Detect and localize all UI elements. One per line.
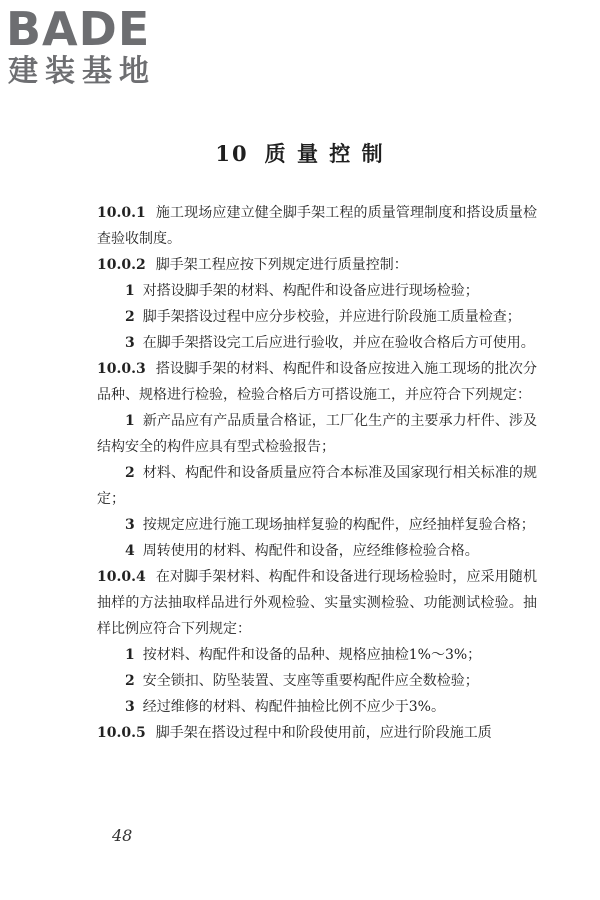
clause-number: 10.0.5 <box>97 725 146 741</box>
list-item <box>97 512 537 538</box>
item-text: 在脚手架搭设完工后应进行验收，并应在验收合格后方可使用。 <box>142 335 535 351</box>
list-item <box>97 330 537 356</box>
item-text: 经过维修的材料、构配件抽检比例不应少于3%。 <box>142 699 445 715</box>
brand-logo <box>6 4 178 96</box>
clause-number: 10.0.1 <box>97 205 146 221</box>
clause-text: 在对脚手架材料、构配件和设备进行现场检验时，应采用随机抽样的方法抽取样品进行外观检验、实量实测检验、功能测试检验。抽样比例应符合下列规定： <box>97 569 537 637</box>
item-text: 安全锁扣、防坠装置、支座等重要构配件应全数检验； <box>142 673 479 689</box>
clause-10-0-2 <box>97 252 537 278</box>
item-text: 周转使用的材料、构配件和设备，应经维修检验合格。 <box>142 543 479 559</box>
list-item <box>97 668 537 694</box>
item-number: 1 <box>125 647 135 663</box>
item-number: 4 <box>125 543 135 559</box>
clause-number: 10.0.3 <box>97 361 146 377</box>
list-item <box>97 642 537 668</box>
item-number: 1 <box>125 413 135 429</box>
item-number: 2 <box>125 673 135 689</box>
list-item <box>97 538 537 564</box>
logo-subtitle: 建装基地 <box>8 54 156 89</box>
clause-number: 10.0.4 <box>97 569 146 585</box>
list-item <box>97 278 537 304</box>
item-number: 1 <box>125 283 135 299</box>
list-item <box>97 694 537 720</box>
logo-wordmark: BADE <box>6 2 151 56</box>
clause-text: 脚手架工程应按下列规定进行质量控制： <box>155 257 408 273</box>
item-number: 2 <box>125 309 135 325</box>
item-number: 3 <box>125 517 135 533</box>
item-number: 3 <box>125 335 135 351</box>
item-text: 按规定应进行施工现场抽样复验的构配件，应经抽样复验合格； <box>142 517 535 533</box>
clause-text: 搭设脚手架的材料、构配件和设备应按进入施工现场的批次分品种、规格进行检验，检验合格后方可搭设施工，并应符合下列规定： <box>97 361 537 403</box>
clause-10-0-1 <box>97 200 537 252</box>
item-text: 新产品应有产品质量合格证，工厂化生产的主要承力杆件、涉及结构安全的构件应具有型式检验报告； <box>97 413 537 455</box>
clause-text: 脚手架在搭设过程中和阶段使用前，应进行阶段施工质 <box>155 725 492 741</box>
chapter-heading <box>0 138 600 168</box>
item-text: 材料、构配件和设备质量应符合本标准及国家现行相关标准的规定； <box>97 465 537 507</box>
clause-10-0-4 <box>97 564 537 642</box>
list-item <box>97 304 537 330</box>
clause-10-0-5 <box>97 720 537 746</box>
document-body <box>97 200 537 746</box>
clause-number: 10.0.2 <box>97 257 146 273</box>
list-item <box>97 408 537 460</box>
item-number: 3 <box>125 699 135 715</box>
chapter-title: 质 量 控 制 <box>264 141 385 166</box>
item-text: 按材料、构配件和设备的品种、规格应抽检1%～3%； <box>142 647 482 663</box>
item-text: 脚手架搭设过程中应分步校验，并应进行阶段施工质量检查； <box>142 309 521 325</box>
item-number: 2 <box>125 465 135 481</box>
item-text: 对搭设脚手架的材料、构配件和设备应进行现场检验； <box>142 283 479 299</box>
page-number: 48 <box>112 826 133 845</box>
list-item <box>97 460 537 512</box>
chapter-number: 10 <box>215 141 249 166</box>
clause-10-0-3 <box>97 356 537 408</box>
clause-text: 施工现场应建立健全脚手架工程的质量管理制度和搭设质量检查验收制度。 <box>97 205 537 247</box>
